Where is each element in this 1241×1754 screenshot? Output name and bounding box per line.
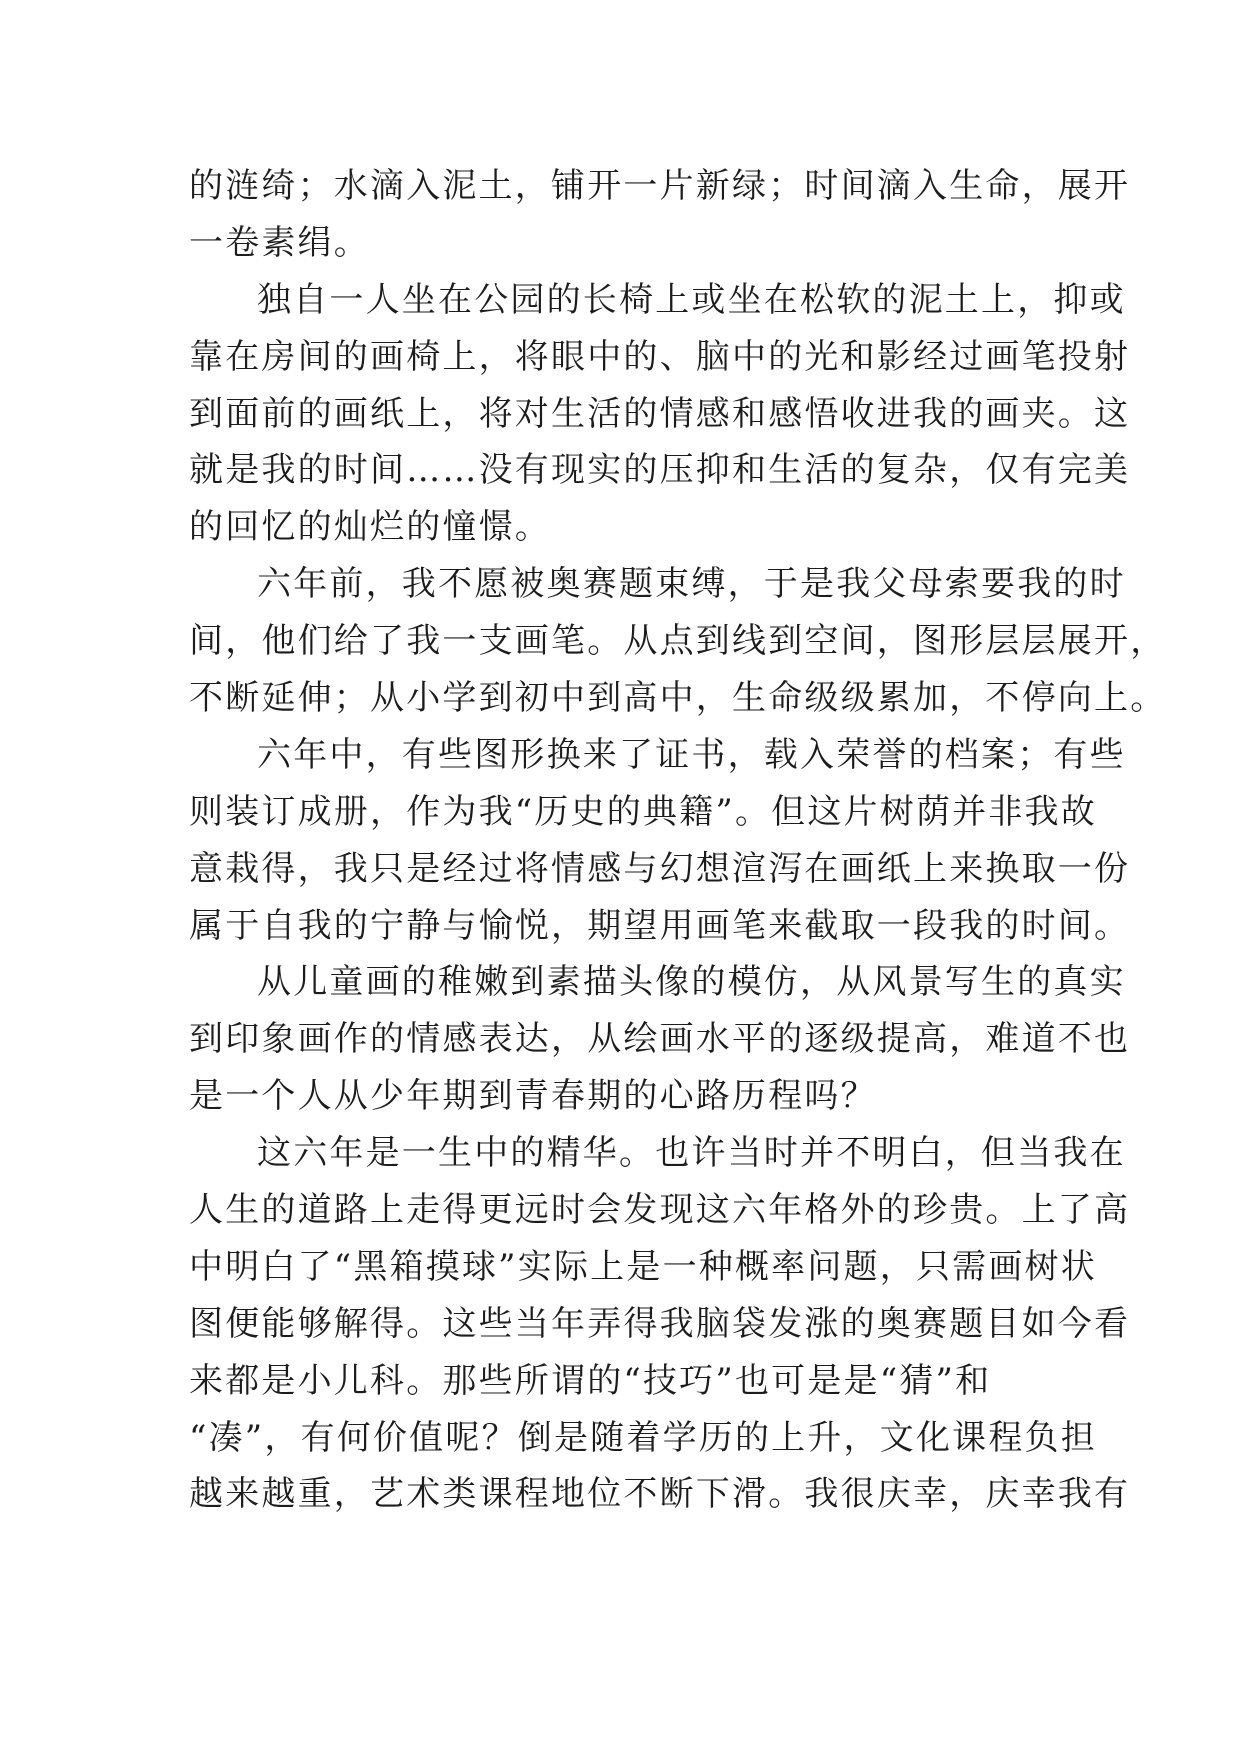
text-line: 间，他们给了我一支画笔。从点到线到空间，图形层层展开， <box>189 621 1167 662</box>
text-line: 人生的道路上走得更远时会发现这六年格外的珍贵。上了高 <box>189 1190 1131 1231</box>
text-line: 则装订成册，作为我“历史的典籍”。但这片树荫并非我故 <box>189 791 1097 832</box>
text-line: 来都是小儿科。那些所谓的“技巧”也可是是“猜”和 <box>189 1360 992 1401</box>
text-line: 的回忆的灿烂的憧憬。 <box>189 507 551 548</box>
text-line: “凑”，有何价值呢？倒是随着学历的上升，文化课程负担 <box>189 1417 1097 1458</box>
text-line: 图便能够解得。这些当年弄得我脑袋发涨的奥赛题目如今看 <box>189 1303 1131 1344</box>
text-line: 独自一人坐在公园的长椅上或坐在松软的泥土上，抑或 <box>257 279 1126 320</box>
text-line: 这六年是一生中的精华。也许当时并不明白，但当我在 <box>257 1133 1126 1174</box>
text-line: 六年中，有些图形换来了证书，载入荣誉的档案；有些 <box>257 734 1126 775</box>
body-text <box>189 158 1167 1523</box>
text-line: 一卷素绢。 <box>189 222 370 263</box>
text-line: 六年前，我不愿被奥赛题束缚，于是我父母索要我的时 <box>257 564 1126 605</box>
text-line: 到印象画作的情感表达，从绘画水平的逐级提高，难道不也 <box>189 1019 1131 1060</box>
text-line: 中明白了“黑箱摸球”实际上是一种概率问题，只需画树状 <box>189 1246 1097 1287</box>
text-line: 意栽得，我只是经过将情感与幻想渲泻在画纸上来换取一份 <box>189 848 1131 889</box>
text-line: 靠在房间的画椅上，将眼中的、脑中的光和影经过画笔投射 <box>189 336 1131 377</box>
text-line: 不断延伸；从小学到初中到高中，生命级级累加，不停向上。 <box>189 678 1167 719</box>
text-line: 就是我的时间……没有现实的压抑和生活的复杂，仅有完美 <box>189 450 1131 491</box>
text-line: 属于自我的宁静与愉悦，期望用画笔来截取一段我的时间。 <box>189 905 1131 946</box>
text-line: 越来越重，艺术类课程地位不断下滑。我很庆幸，庆幸我有 <box>189 1474 1131 1515</box>
text-line: 到面前的画纸上，将对生活的情感和感悟收进我的画夹。这 <box>189 393 1131 434</box>
text-line: 的涟绮；水滴入泥土，铺开一片新绿；时间滴入生命，展开 <box>189 166 1131 206</box>
text-line: 从儿童画的稚嫩到素描头像的模仿，从风景写生的真实 <box>257 962 1126 1003</box>
text-line: 是一个人从少年期到青春期的心路历程吗？ <box>189 1076 877 1117</box>
